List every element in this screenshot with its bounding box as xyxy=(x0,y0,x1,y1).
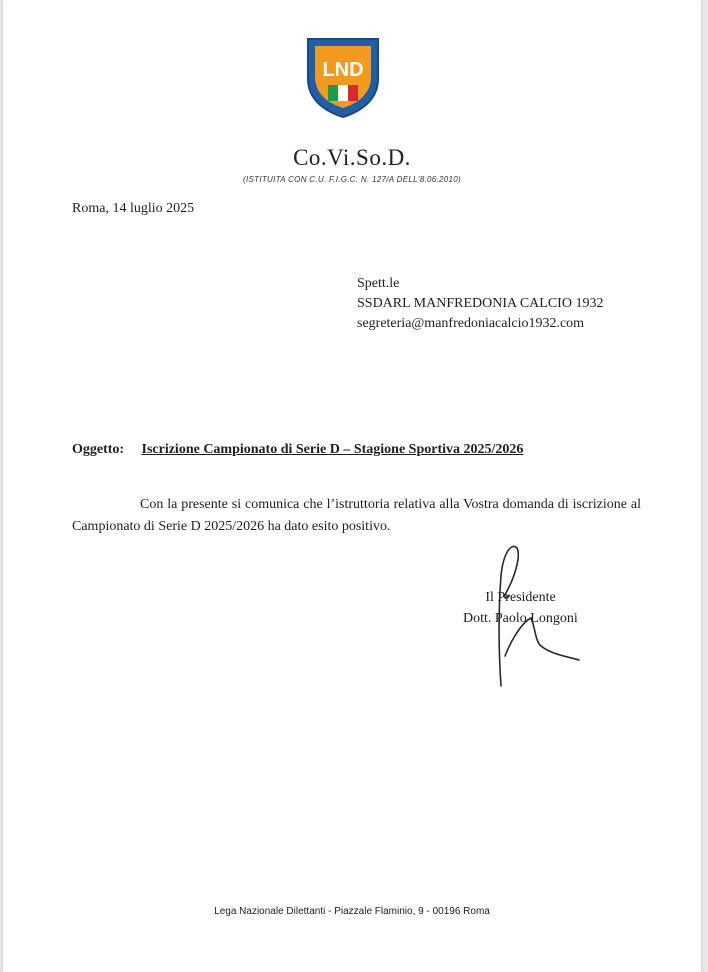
recipient-salutation: Spett.le xyxy=(357,276,400,291)
letter-body: Con la presente si comunica che l’istruttoria relativa alla Vostra domanda di iscrizione al Campionato di Serie D 2025/2026 ha dato esito positivo. xyxy=(72,497,641,534)
logo-text: LND xyxy=(322,59,364,81)
document-page xyxy=(3,0,701,972)
subject-line xyxy=(72,442,523,458)
logo-flag-green xyxy=(328,85,338,101)
letter-date: Roma, 14 luglio 2025 xyxy=(72,201,195,216)
signature-block xyxy=(463,587,578,629)
recipient-block xyxy=(357,274,603,334)
footer-address: Lega Nazionale Dilettanti - Piazzale Flaminio, 9 - 00196 Roma xyxy=(214,906,490,917)
subject-label: Oggetto: xyxy=(72,442,125,457)
org-subtitle: (ISTITUITA CON C.U. F.I.G.C. N. 127/A DELL'8.06.2010) xyxy=(243,175,461,184)
org-name: Co.Vi.So.D. xyxy=(293,145,411,170)
logo-flag-white xyxy=(338,85,348,101)
lnd-logo xyxy=(304,35,382,119)
recipient-email: segreteria@manfredoniacalcio1932.com xyxy=(357,316,585,331)
subject-text: Iscrizione Campionato di Serie D – Stagione Sportiva 2025/2026 xyxy=(141,442,524,457)
recipient-name: SSDARL MANFREDONIA CALCIO 1932 xyxy=(357,296,604,311)
signatory-name: Dott. Paolo Longoni xyxy=(463,611,578,626)
logo-flag-red xyxy=(348,85,358,101)
signatory-title: Il Presidente xyxy=(485,590,556,605)
